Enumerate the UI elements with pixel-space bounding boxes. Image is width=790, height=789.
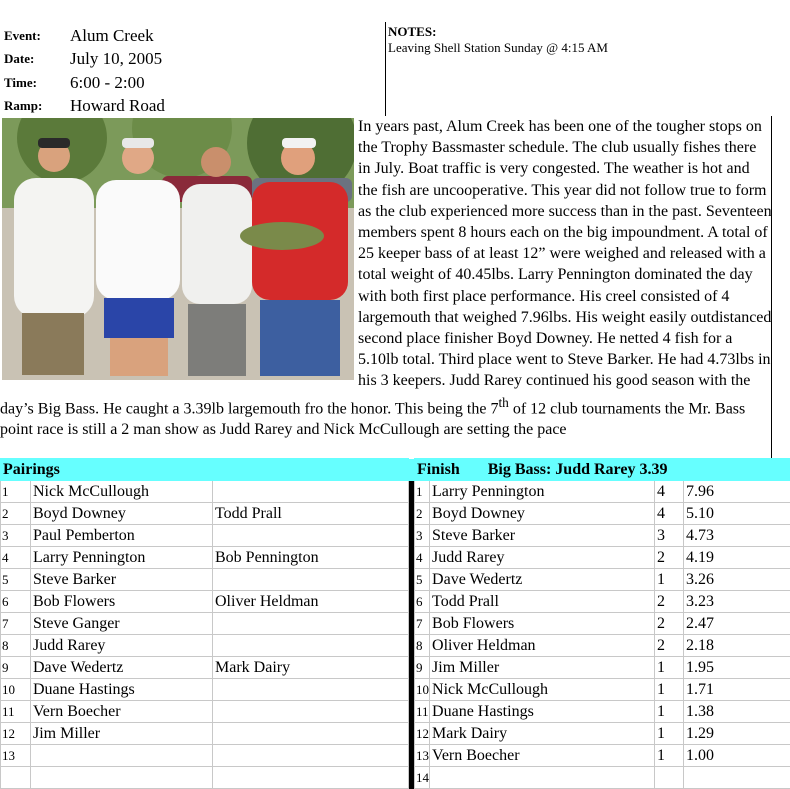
pairing-number: 1: [1, 481, 31, 503]
finish-angler: Steve Barker: [430, 525, 655, 547]
pairing-angler-b: [213, 613, 409, 635]
table-row: [1, 767, 790, 789]
ramp-value: Howard Road: [70, 96, 165, 116]
table-header-row: [1, 459, 790, 481]
pairing-angler-b: [213, 767, 409, 789]
finish-weight: 1.38: [684, 701, 790, 723]
photo-float-spacer: [0, 116, 358, 379]
pairing-angler-b: [213, 701, 409, 723]
finish-angler: Boyd Downey: [430, 503, 655, 525]
finish-weight: 1.71: [684, 679, 790, 701]
pairing-angler-a: [31, 767, 213, 789]
article-superscript: th: [498, 395, 508, 410]
article-part1: In years past, Alum Creek has been one of the tougher stops on the Trophy Bassmaster schedule. The club usually fishes there in July. Boat traffic is very congested. The weather is hot and the fish are uncooperative. This year did not follow true to form as the club experienced more success than in the past. Seventeen members spent 8 hours each on the big impoundment. A total of 25 keeper bass of at least 12” were weighed and released with a total weight of 40.45lbs. Larry Pennington dominated the day with both first place performance. His creel consisted of 4 largemouth that weighed 7.96lbs. His weight easily outdistanced second place finisher Boyd Downey. He netted 4 fish for a 5.10lb total. Third place went to Steve Barker. He had 4.73lbs in his 3 keepers. Judd Rarey continued his good season with the day’s Big Bass. He caught a 3.39lb largemouth fro the honor. This being the 7: [0, 118, 772, 417]
finish-place: 5: [415, 569, 430, 591]
table-row: [1, 679, 790, 701]
time-value: 6:00 - 2:00: [70, 73, 145, 93]
date-label: Date:: [4, 51, 70, 67]
finish-place: 4: [415, 547, 430, 569]
table-row: [1, 657, 790, 679]
finish-fish-count: 1: [655, 745, 684, 767]
table-row: [1, 503, 790, 525]
pairing-angler-b: [213, 635, 409, 657]
table-row: [1, 547, 790, 569]
finish-place: 12: [415, 723, 430, 745]
finish-angler: Mark Dairy: [430, 723, 655, 745]
finish-angler: Dave Wedertz: [430, 569, 655, 591]
finish-weight: 1.95: [684, 657, 790, 679]
pairing-angler-a: Judd Rarey: [31, 635, 213, 657]
finish-fish-count: 1: [655, 723, 684, 745]
finish-weight: 2.18: [684, 635, 790, 657]
finish-angler: Duane Hastings: [430, 701, 655, 723]
pairing-number: [1, 767, 31, 789]
table-row: [1, 723, 790, 745]
finish-weight: 2.47: [684, 613, 790, 635]
finish-angler: Jim Miller: [430, 657, 655, 679]
pairing-angler-a: [31, 745, 213, 767]
pairing-angler-b: [213, 723, 409, 745]
finish-place: 14: [415, 767, 430, 789]
event-label: Event:: [4, 28, 70, 44]
finish-weight: 3.26: [684, 569, 790, 591]
finish-weight: [684, 767, 790, 789]
pairing-number: 3: [1, 525, 31, 547]
finish-fish-count: 1: [655, 569, 684, 591]
finish-place: 6: [415, 591, 430, 613]
big-bass-label: Big Bass: Judd Rarey 3.39: [488, 461, 668, 478]
ramp-label: Ramp:: [4, 98, 70, 114]
finish-fish-count: 2: [655, 591, 684, 613]
pairing-angler-b: [213, 679, 409, 701]
pairing-angler-a: Bob Flowers: [31, 591, 213, 613]
table-row: [1, 635, 790, 657]
finish-weight: 4.19: [684, 547, 790, 569]
finish-angler: Vern Boecher: [430, 745, 655, 767]
table-row: [1, 525, 790, 547]
finish-weight: 3.23: [684, 591, 790, 613]
finish-place: 13: [415, 745, 430, 767]
pairing-angler-a: Steve Barker: [31, 569, 213, 591]
results-table: [0, 458, 790, 789]
finish-fish-count: 1: [655, 679, 684, 701]
pairing-angler-b: Oliver Heldman: [213, 591, 409, 613]
pairing-number: 2: [1, 503, 31, 525]
finish-fish-count: 1: [655, 701, 684, 723]
pairing-angler-b: [213, 745, 409, 767]
notes-section: [388, 24, 608, 56]
pairings-header: Pairings: [1, 459, 409, 481]
pairing-angler-a: Boyd Downey: [31, 503, 213, 525]
finish-place: 11: [415, 701, 430, 723]
event-value: Alum Creek: [70, 26, 154, 46]
pairing-number: 13: [1, 745, 31, 767]
pairing-number: 11: [1, 701, 31, 723]
finish-place: 3: [415, 525, 430, 547]
pairing-angler-b: Bob Pennington: [213, 547, 409, 569]
finish-place: 10: [415, 679, 430, 701]
pairing-angler-b: Todd Prall: [213, 503, 409, 525]
finish-place: 7: [415, 613, 430, 635]
pairing-number: 4: [1, 547, 31, 569]
pairing-number: 7: [1, 613, 31, 635]
article-text: [0, 116, 772, 440]
date-value: July 10, 2005: [70, 49, 162, 69]
table-row: [1, 745, 790, 767]
finish-place: 8: [415, 635, 430, 657]
finish-fish-count: 2: [655, 635, 684, 657]
finish-place: 2: [415, 503, 430, 525]
event-header: [4, 24, 384, 118]
notes-title: NOTES:: [388, 24, 608, 40]
table-row: [1, 701, 790, 723]
table-row: [1, 569, 790, 591]
finish-label: Finish: [417, 461, 460, 478]
table-row: [1, 613, 790, 635]
finish-fish-count: 2: [655, 547, 684, 569]
pairing-angler-a: Steve Ganger: [31, 613, 213, 635]
notes-text: Leaving Shell Station Sunday @ 4:15 AM: [388, 40, 608, 56]
table-row: [1, 591, 790, 613]
finish-angler: [430, 767, 655, 789]
finish-fish-count: [655, 767, 684, 789]
article-part2: of 12 club tournaments the Mr. Bass point race is still a 2 man show as Judd Rarey and Nick McCullough are setting the pace: [0, 400, 745, 438]
finish-weight: 1.29: [684, 723, 790, 745]
finish-angler: Todd Prall: [430, 591, 655, 613]
pairing-angler-a: Paul Pemberton: [31, 525, 213, 547]
finish-angler: Larry Pennington: [430, 481, 655, 503]
finish-angler: Bob Flowers: [430, 613, 655, 635]
pairing-angler-a: Dave Wedertz: [31, 657, 213, 679]
finish-place: 1: [415, 481, 430, 503]
time-label: Time:: [4, 75, 70, 91]
finish-fish-count: 4: [655, 481, 684, 503]
pairing-angler-a: Vern Boecher: [31, 701, 213, 723]
pairing-number: 6: [1, 591, 31, 613]
pairing-angler-a: Jim Miller: [31, 723, 213, 745]
finish-angler: Oliver Heldman: [430, 635, 655, 657]
finish-fish-count: 2: [655, 613, 684, 635]
pairing-angler-a: Duane Hastings: [31, 679, 213, 701]
finish-angler: Judd Rarey: [430, 547, 655, 569]
pairing-angler-b: [213, 569, 409, 591]
finish-header: [415, 459, 790, 481]
finish-weight: 4.73: [684, 525, 790, 547]
finish-weight: 7.96: [684, 481, 790, 503]
finish-fish-count: 1: [655, 657, 684, 679]
table-row: [1, 481, 790, 503]
finish-weight: 1.00: [684, 745, 790, 767]
finish-angler: Nick McCullough: [430, 679, 655, 701]
pairing-angler-a: Larry Pennington: [31, 547, 213, 569]
finish-weight: 5.10: [684, 503, 790, 525]
finish-fish-count: 4: [655, 503, 684, 525]
pairing-angler-b: [213, 481, 409, 503]
finish-fish-count: 3: [655, 525, 684, 547]
pairing-number: 8: [1, 635, 31, 657]
pairing-number: 5: [1, 569, 31, 591]
pairing-angler-b: [213, 525, 409, 547]
pairing-angler-a: Nick McCullough: [31, 481, 213, 503]
header-divider: [385, 22, 386, 116]
pairing-number: 12: [1, 723, 31, 745]
pairing-number: 10: [1, 679, 31, 701]
pairing-angler-b: Mark Dairy: [213, 657, 409, 679]
finish-place: 9: [415, 657, 430, 679]
pairing-number: 9: [1, 657, 31, 679]
